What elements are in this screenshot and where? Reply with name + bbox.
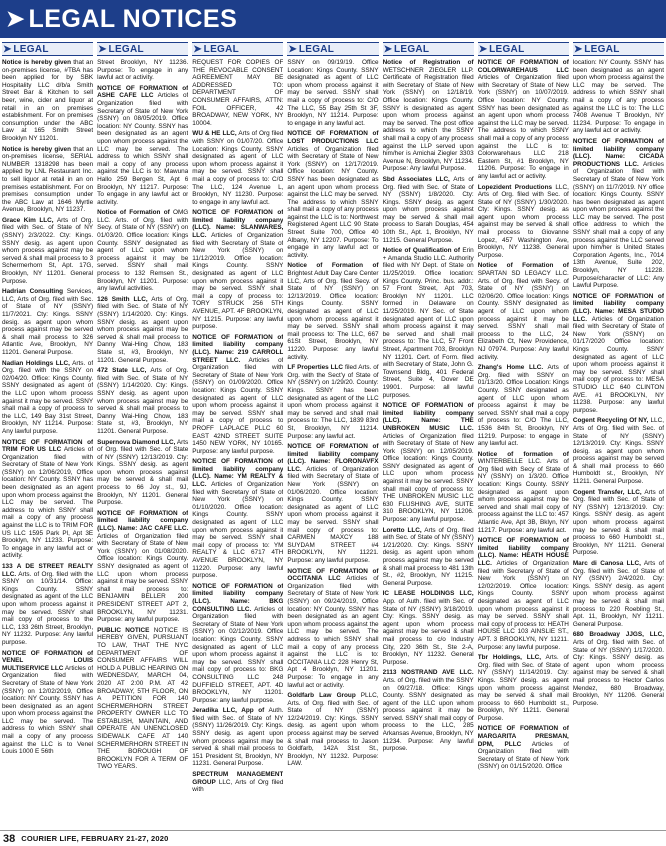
legal-notice: [287, 59, 378, 127]
legal-notice: [2, 59, 93, 143]
notice-heading: Notice of Registration of: [382, 59, 474, 66]
notice-heading: NOTICE OF FORMATION of limited liability company (LLC). Name: 219 CARROLL STREET LLC.: [192, 333, 284, 364]
legal-notice: [478, 725, 569, 771]
notice-body: Arts of Org. filed with Sec. of State of NY (SSNY) 1/8/2020. Cty: Kings. SSNY desig. as agent upon whom process against may be served & shall mail process to Sarah Douglas, 454 10th St., Apt. 1, Brooklyn, NY 11215. General Purpose.: [382, 175, 474, 244]
column-heading: [287, 42, 378, 56]
legal-notice: [97, 209, 188, 293]
notice-heading: NOTICE OF FORMATION of MARGARITA PRESMAN, DPM, PLLC: [477, 725, 569, 748]
legal-notice: [383, 59, 474, 173]
column-heading-label: LEGAL: [108, 43, 144, 55]
notice-heading: Zhang's Home LLC.: [477, 364, 544, 372]
notice-heading: Sbd Associates LLC,: [382, 175, 450, 183]
notice-body: Articles of Organization filed with Secretary of State of New York (SSNY) on 02/12/2019. Office location: Kings County. SSNY designated as agent of LLC upon whom process against it may be served. SSNY shall mail copy of process to: BKG CONSULTING LLC 248 DUFFIELD STREET, APT. 4D BROOKLYN, NY 11201. Purpose: any lawful purpose.: [192, 605, 284, 704]
notice-body: Articles of Organization filed with Secretary of State of New York (SSNY) on 01/15/2020. Office: [477, 740, 569, 771]
notice-body: Erin + Amanda Studio LLC. Authority filed with NY Dept. of State on 11/25/2019. Office location: Kings County. Princ. bus. addr.: 57 Front Street, Apt 703, Brooklyn NY 11201. LLC formed in Delaware on 11/25/2019. NY Sec. of State designated agent of LLC upon whom process against it may be served and shall mail process to: The LLC, 57 Front Street, Apartment 703, Brooklyn NY 11201. Cert. of Form. filed with Secretary of State, John G. Townsend Bldg, 401 Federal Street, Suite 4, Dover DE 19901. Purpose: all lawful purposes.: [382, 247, 474, 399]
notice-heading: NOTICE OF FORMATION of TRIM FOR US LLC: [2, 438, 94, 454]
legal-notice: [287, 262, 378, 361]
notice-body: SSNY on 09/19/19. Office Location: Kings County. SSNY designated as agent of LLC upon whom process against it may be served. SSNY shall mail a copy of process to: C/O The LLC, 55 Bay 25th St 3F, Brooklyn, NY 11214. Purpose: to engage in any lawful act.: [287, 59, 379, 127]
notice-heading: NOTICE OF FORMATION of limited liability company (LLC). Name: HEATH HOUSE LLC.: [477, 537, 569, 567]
column-heading: [573, 42, 664, 56]
notice-heading: NOTICE OF FORMATION of ASHE CAFE LLC: [97, 84, 189, 100]
notice-body: Arts. of Org. filed with Sec. of State of NY (SSNY) 11/14/2019. Cty: Kings. SSNY desig. as agent upon whom process against may be served & shall mail process to 660 Humboldt st., Brooklyn, NY 11211. General Purpose.: [477, 654, 569, 722]
notice-heading: 126 Smith LLC,: [97, 295, 148, 303]
notice-heading: NOTICE OF FORMATION of limited liability company (LLC). Name: FLORONAVFX LLC.: [287, 443, 379, 473]
legal-notice: [287, 364, 378, 440]
arrow-right-icon: ➤: [383, 43, 392, 55]
legal-notice: [287, 130, 378, 259]
legal-notice: [383, 247, 474, 399]
notice-body: LLC, Arts of Org. filed with Sec. of State of NY (SSNY) 1/30/2020. Cty: Kings. SSNY desig. as agent upon whom process against may be served & shall mail process to Giovanne Lopez, 457 Washington Ave, Brooklyn, NY 11238. General Purpose.: [477, 183, 569, 259]
arrow-right-icon: ➤: [98, 43, 107, 55]
legal-notice: [97, 439, 188, 507]
column-heading-label: LEGAL: [203, 43, 240, 55]
page-title: LEGAL NOTICES: [28, 4, 238, 33]
legal-notice: [2, 288, 93, 356]
notice-heading: Goldfarb Law Group: [287, 692, 356, 700]
notice-body: Arts of Org. filed with Sec. of State of NY (SSNY) 1/17/2020. Cty: Kings. SSNY desig. as agent upon whom process against may be served & shall mail process to Hector Carlos Mendez, 680 Broadway, Brooklyn, NY 11206. General Purpose.: [572, 638, 664, 707]
notice-heading: NOTICE OF FORMATION of OCCITANIA LLC: [287, 567, 379, 583]
notice-heading: Cogent Transfer, LLC,: [572, 488, 642, 496]
publication-info: COURIER LIFE, FEBRUARY 21-27, 2020: [21, 834, 169, 843]
legal-notice: [478, 364, 569, 448]
notice-body: Street Brooklyn, NY 11236. Purpose: To engage in any lawful act or activity.: [97, 59, 189, 82]
legal-notice: [573, 293, 664, 415]
column-heading-label: LEGAL: [298, 43, 335, 55]
notice-body: location: NY County. SSNY has been designated as an agent upon whom process against the LLC may be served. The address to which SSNY shall mail a copy of any process against the LLC is to: The LLC 7408 Avenue T Brooklyn, NY 11234. Purpose: To engage in any lawful act or activity.: [572, 59, 664, 135]
notice-heading: Jeradika LLC, App of: [192, 707, 265, 715]
legal-notice: [192, 334, 283, 456]
notice-body: Articles of Organization filed with Secretary of State of New York (SSNY) on 01/10/2020. Office location: Kings County. SSNY designated as agent of LLC upon whom process against it may be served. SSNY shall mail copy of process to: YM REALTY & LLC 6717 4TH AVENUE BROOKLYN, NY 11220. Purpose: any lawful purpose.: [192, 481, 284, 580]
notice-body: Articles of Organization filed with Secretary of State of New York (SSNY) on 12/06/2019, Office location: NY County. SSNY has been designated as an agent upon whom process against the LLC may be served. The address to which SSNY shall mail a copy of any process against the LLC is to TRIM FOR US LLC 1595 Park Pl, Apt 3E Brooklyn, NY 11233. Purpose: To engage in any lawful act or activity.: [2, 446, 94, 560]
arrow-right-icon: ➤: [573, 43, 583, 55]
legal-notice: [573, 631, 664, 707]
notice-heading: NOTICE OF FORMATION of limited liability company (LLC). Name: JAC CAFE LLC.: [97, 509, 189, 533]
notice-heading: Loretto LLC,: [382, 526, 422, 534]
legal-notice: [383, 176, 474, 244]
notice-heading: NOTICE OF FORMATION of LOST PRODUCTIONS LLC: [287, 130, 379, 145]
arrow-right-icon: ➤: [6, 6, 25, 31]
notice-heading: SPECTRUM MANAGEMENT GROUP: [192, 771, 284, 786]
notice-body: Articles of Organization filed with Secretary of State of New York (SSNY) on 09/24/2019, Office location: NY County. SSNY has been designated as an agent upon whom process against the LLC may be served. The address to which SSNY shall mail a copy of any process against the LLC is to: OCCITANIA LLC 228 Henry St, Apt 4 Brooklyn, NY 11201. Purpose: To engage in any lawful act or activity.: [287, 575, 379, 689]
notice-body: Articles of Organization filed with Secretary of State of New York (SSNY) on 12/17/2019. Office location: NY County. SSNY has been designated as an agent upon whom process against the LLC may be served. The address to which SSNY shall mail a copy of any process against the LLC is to: Northwest Registered Agent LLC 90 State Street Suite 700, Office 40 Albany, NY 12207. Purpose: To engage in any lawful act or activity.: [287, 145, 379, 259]
column-heading-label: LEGAL: [584, 43, 620, 55]
notice-heading: Tbr Holdings, LLC,: [477, 654, 542, 662]
notice-column: [478, 42, 569, 825]
legal-notice: [573, 138, 664, 290]
legal-notice: [383, 402, 474, 524]
legal-notice: [2, 650, 93, 756]
legal-notice: [573, 560, 664, 628]
notice-body: Articles of Organization filed with Secretary of State of New York (SSNY) on 11/12/2019. Office location: Kings County. SSNY designated as agent of LLC upon whom process against it may be served. SSNY shall mail a copy of process to: TORY STRUCK 256 5TH AVENUE, APT. 4F BROOKLYN, NY 11215. Purpose: any lawful purpose.: [192, 232, 284, 331]
arrow-right-icon: ➤: [478, 43, 488, 55]
legal-notice: [478, 654, 569, 722]
notice-column: [192, 42, 283, 825]
notice-body: LLC, Arts of Org. filed with Sec. of State of NY (SSNY) 12/13/2019. Cty: Kings. SSNY desig. as agent upon whom process against may be served & shall mail process to 660 Humboldt st., Brooklyn, NY 11211. General Purpose.: [572, 417, 664, 486]
notice-body: Arts. of Org. filed with the SSNY on 10/31/14. Office: Kings County. SSNY designated as agent of the LLC upon whom process against it may be served. SSNY shall mail copy of process to the LLC, 133 26th Street, Brooklyn, NY 11232. Purpose: Any lawful purpose.: [2, 570, 94, 646]
notice-heading: Notice is hereby given: [2, 145, 72, 153]
notice-heading: Cogent Recycling Of NY,: [572, 417, 649, 425]
notice-heading: NOTICE OF FORMATION of limited liability company (LLC). Name: BKG CONSULTING LLC.: [192, 582, 284, 613]
notice-heading: Notice of Formation of: [97, 209, 170, 217]
notice-heading: Notice of Formation of: [287, 262, 379, 270]
notice-column: [287, 42, 378, 825]
legal-notice: [192, 130, 283, 206]
notice-body: NOTICE IS HEREBY GIVEN, PURSUANT TO LAW, THAT THE NYC DEPARTMENT OF CONSUMER AFFAIRS WILL HOLD A PUBLIC HEARING ON WEDNESDAY, MARCH 04, 2020 AT 2:00 P.M. AT 42 BROADWAY, 5TH FLOOR, ON A PETITION FOR 140 SCHERMERHORN STREET PROPERTY OWNER LLC TO ESTABLISH, MAINTAIN, AND OPERATE AN UNENCLOSED SIDEWALK CAFE AT 140 SCHERMERHORN STREET IN THE BOROUGH OF BROOKLYN FOR A TERM OF TWO YEARS.: [97, 626, 189, 771]
notice-heading: NOTICE OF FORMATION of limited liability company (LLC). Name: THE UNBROKEN MUSIC LLC.: [382, 402, 474, 432]
page-banner: [0, 0, 666, 38]
legal-notice: [573, 489, 664, 557]
notice-body: Arts of Org. filed with Sec. of State of NY (SSNY) 1/21/2020. Cty: Kings. SSNY desig. as agent upon whom process against may be served & shall mail process to 481 13th St., #2, Brooklyn, NY 11215. General Purpose.: [382, 526, 474, 587]
notice-body: Articles of Organization filed with Secretary of State of New York (SSNY) on 01/06/2020. Office location: Kings County. SSNY designated as agent of LLC upon whom process against it may be served. SSNY shall mail copy of process to: CARMEN MAXCY 188 SUYDAM STREET #4 BROOKLYN, NY 11221. Purpose: any lawful purpose.: [287, 465, 379, 564]
notice-body: WINTERBELLE LLC. Arts of Org filed with Secy of State of NY (SSNY) on 1/3/20. Office location: Kings County. SSNY designated as agent upon whom process against may be served and shall mail copy of process against the LLC to: 457 Atlantic Ave, Apt 3B, Bklyn, NY 11217. Purpose: any lawful act.: [477, 458, 569, 534]
notice-heading: NOTICE OF FORMATION of limited liability company (LLC). Name: MESA STUDIO LLC.: [572, 292, 664, 323]
notice-body: that an on-premises license, SERIAL NUMBER 1318298 has been applied by LNL Restaurant Inc. to sell liquor at retail in an on premises establishment. For on premises consumption under the ABC Law at 1646 Myrtle Avenue, Brooklyn, NY 11237.: [2, 145, 94, 214]
legal-notice: [2, 146, 93, 214]
notice-body: Arts of Org. filed with Sec. of State of NY (SSNY) 12/13/2019. Cty: Kings. SSNY desig. as agent upon whom process against may be served & shall mail process to 660 Humboldt st., Brooklyn, NY 11211. General Purpose.: [572, 488, 664, 557]
legal-notice: [383, 669, 474, 753]
notice-body: Articles of Organization filed with Secretary of State of New York (SSNY) on 12/02/2019. Office location: Kings County. SSNY designated as agent of LLC upon whom process against it may be served. SSNY shall mail copy of process to: HEATH HOUSE LLC 103 AINSLIE ST., APT. 3 BROOKLYN, NY 11211. Purpose: any lawful purpose.: [477, 560, 569, 651]
notice-heading: Hadrian Consulting: [2, 288, 64, 296]
legal-notice: [573, 59, 664, 135]
legal-notice: [97, 627, 188, 771]
legal-notice: [478, 262, 569, 361]
notice-heading: 2113 NOSTRAND AVE LLC.: [382, 669, 474, 677]
notice-body: App. of Auth. filed with Sec. of State of NY (SSNY) 3/18/2019. Cty: Kings. SSNY desig. as agent upon whom process against may be served & shall mail process to c/o Industry City, 220 36th St., Ste 2-A, Brooklyn, NY 11232. General Purpose.: [382, 597, 474, 666]
notice-heading: Notice is hereby given: [2, 59, 72, 66]
notice-heading: NOTICE OF FORMATION of COLORWAREHAUS LLC: [477, 59, 569, 74]
notice-body: PLLC, Arts. of Org. filed with Sec. of State of NY (SSNY) 12/24/2019. Cty: Kings. SSNY desig. as agent upon whom process against may be served & shall mail process to Jason Goldfarb, 142A 31st St., Brooklyn, NY 11232. Purpose: LAW.: [287, 692, 379, 768]
notice-heading: NOTICE OF FORMATION of VENEL LOUIS MULTISERVICE LLC: [2, 649, 94, 672]
notice-body: Articles of Organization filed with Secretary of State of New York (SSNY) on 10/07/2019. Office location: NY County. SSNY has been designated as an agent upon whom process against the LLC may be served. The address to which SSNY shall mail a copy of any process against the LLC is to: Colorwarehaus LLC 218 Eastern St, #1 Brooklyn, NY 11206. Purpose: To engage in any lawful act or activity.: [477, 74, 569, 180]
notice-body: that an on-premises license, #TBA has been applied for by SBK Hospitality LLC d/b/a Smith Street Bar & Kitchen to sell beer, wine, cider and liquor at retail in an on premises establishment. For on premises consumption under the ABC Law at 165 Smith Street Brooklyn NY 11201.: [2, 59, 94, 142]
notice-heading: NOTICE OF FORMATION of limited liability company (LLC). Name: CICADA PRODUCTIONS LLC.: [572, 137, 664, 168]
legal-notice: [478, 59, 569, 181]
notice-body: OMG LLC. Arts. of Org. filed with Secy. of State of NY (SSNY) on 01/03/20. Office location: Kings County. SSNY designated as agent of LLC upon whom process against it may be served. SSNY shall mail process to 132 Remsen St., Brooklyn, NY 11201. Purpose: any lawful activities.: [97, 209, 189, 293]
notice-heading: IC LEASE HOLDINGS LLC,: [382, 590, 474, 598]
legal-notice: [573, 417, 664, 485]
column-heading: [192, 42, 283, 56]
notice-body: Auth. filed with Sec. of State of NY (SSNY) 11/26/2019. Cty: Kings. SSNY desig. as agent upon whom process against may be served & shall mail process to 151 President St, Brooklyn, NY 11231. General Purpose.: [192, 707, 284, 768]
arrow-right-icon: ➤: [3, 43, 12, 55]
notice-body: Articles of Organization filed with Secretary of State of New York (SSNY) on 01/08/2020. Office location: Kings County. SSNY designated as agent of LLC upon whom process against it may be served. SSNY shall mail process to: BENJAMIN BELLER 200 PRESIDENT STREET APT 2, BROOKLYN, NY 11231. Purpose: any lawful purpose.: [97, 532, 189, 624]
legal-notice: [192, 771, 283, 794]
legal-notice: [97, 510, 188, 624]
notice-heading: 680 Broadway JJGS, LLC,: [572, 631, 664, 639]
notice-heading: NOTICE OF FORMATION of limited liability company (LLC). Name: YM REALTY & LLC.: [192, 458, 284, 489]
notice-body: LLC, Arts of Org filed with: [192, 778, 284, 794]
notice-body: Articles of Organization filed with Secretary of State of New York (SSNY) on 01/17/2020 Office location: Kings County. SSNY designated as agent of LLC upon whom process against it may be served. SSNY shall mail copy of process to: MESA STUDIO LLC 640 CLINTON AVE. #1 BROOKLYN, NY 11238. Purpose: any lawful purpose.: [572, 315, 664, 414]
column-heading: [2, 42, 93, 56]
notice-body: Arts of Org. filed with Sec. of State of NY (SSNY) 1/14/2020. Cty: Kings. SSNY desig. as agent upon whom process against may be served & shall mail process to Danny Wai-Hing Chow, 183 State st, #3, Brooklyn, NY 11201. General Purpose.: [97, 367, 189, 435]
notice-heading: Nadian Holdings LLC,: [2, 359, 70, 367]
column-heading: [478, 42, 569, 56]
notice-body: Arts of Org. filed with Sec. of State of NY (SSNY) 1/14/2020. Cty: Kings. SSNY desig. as agent upon whom process against may be served & shall mail process to Danny Wai-Hing Chow, 183 State st, #3, Brooklyn, NY 11201. General Purpose.: [97, 295, 189, 364]
legal-notice: [192, 707, 283, 768]
notice-column: [573, 42, 664, 825]
legal-notice: [478, 451, 569, 535]
notice-body: Arts. of Org. filed with the SSNY on 02/04/20. Office: Kings County. SSNY designated as agent of the LLC upon whom process against it may be served. SSNY shall mail a copy of process to the LLC, 149 Bay 31st Street, Brooklyn, NY 11214. Purpose: Any lawful purpose.: [2, 359, 94, 435]
notice-heading: 133 A DE STREET REALTY LLC.: [2, 563, 94, 578]
legal-notice: [2, 360, 93, 436]
notice-body: Articles of Organization filed with Secretary of State of New York (SSNY) on 01/09/2020. Office location: Kings County. SSNY designated as agent of LLC upon whom process against it may be served. SSNY shall mail a copy of process to PROFF LAPLACE PLLC 60 EAST 42ND STREET SUITE 1450 NEW YORK, NY 10165. Purpose: any lawful purpose.: [192, 356, 284, 455]
notice-heading: NOTICE OF FORMATION of limited liability company (LLC). Name: SLANWARES, LLC.: [192, 209, 284, 240]
notice-body: WETSCHNER ZIEGLER LLP. Certificate of Registration filed with Secretary of State of New York (SSNY) on 12/18/19. Office location: Kings County. SSNY is designated as agent upon whom process against may be served. The post office address to which the SSNY shall mail a copy of any process against the LLP served upon him/her is Amichai Ziegler 3303 Avenue N, Brooklyn, NY 11234. Purpose: Any lawful Purpose.: [382, 66, 474, 173]
legal-notice: [287, 692, 378, 768]
page-footer: [0, 830, 666, 846]
column-heading: [97, 42, 188, 56]
notice-body: Articles of Organization filed with Secretary of State of New York (SSNY) on 11/7/2019. NY office location: Kings County. SSNY has been designated as agent upon whom process against the LLC may be served. The post office address to which the SSNY shall mail a copy of any process against the LLC served upon him/her is United States Corporation Agents, Inc., 7014 13th Avenue, Suite 202, Brooklyn, NY 11228. Purpose/character of LLC: Any Lawful Purpose.: [572, 160, 664, 290]
notice-body: filed Arts. of Org. with the Sect'y of State of NY (SSNY) on 1/29/20. County: Kings. SSNY has been designated as agent of the LLC upon whom process against it may be served and shall mail process to: The LLC, 1839 83rd St, Brooklyn, NY 11214. Purpose: any lawful act.: [287, 364, 379, 440]
legal-notice: [192, 583, 283, 705]
notice-body: Arts of Org. filed with Sec. of State of NY (SSNY) 12/13/2019. Cty: Kings. SSNY desig. as agent upon whom process against may be served & shall mail process to 66 Joy st., 9J, Brooklyn, NY 11201. General Purpose.: [97, 438, 189, 507]
notice-heading: Notice of formation of: [477, 450, 569, 458]
notice-heading: Lopezident Productions: [477, 183, 553, 191]
notice-column: [383, 42, 474, 825]
legal-notice: [383, 527, 474, 588]
legal-notice: [97, 367, 188, 435]
column-heading-label: LEGAL: [13, 43, 49, 55]
notice-body: Arts. of Org. filed with the SSNY on 09/27/18. Office: Kings County. SSNY designated as agent of the LLC upon whom process against it may be served. SSNY shall mail copy of process to the LLC, 285 Arkansas Avenue, Brooklyn, NY 11234. Purpose: Any lawful purpose.: [382, 676, 474, 753]
notice-heading: PUBLIC NOTICE: [97, 626, 150, 634]
page-number: 38: [3, 832, 16, 845]
column-heading-label: LEGAL: [489, 43, 525, 55]
notice-heading: LF Properties LLC: [287, 364, 344, 372]
legal-notice: [2, 217, 93, 285]
legal-notice: [97, 296, 188, 364]
notice-heading: WU & HE LLC,: [192, 130, 237, 138]
legal-notice: [287, 443, 378, 565]
notice-body: Services, LLC, Arts of Org. filed with Sec. of State of NY (SSNY) 11/7/2021. Cty: Kings. SSNY desig. as agent upon whom process against may be served & shall mail process to 326 Atlantic Ave, Brooklyn, NY 11201. General Purpose.: [2, 288, 94, 356]
legal-notice: [287, 568, 378, 690]
legal-notice: [97, 85, 188, 207]
legal-notice: [192, 209, 283, 331]
notices-columns: [2, 42, 664, 825]
notice-column: [97, 42, 188, 825]
legal-notice: [97, 59, 188, 82]
notice-heading: 472 State LLC,: [97, 367, 147, 375]
notice-heading: Notice of Formation of: [477, 262, 569, 270]
legal-notice: [478, 537, 569, 651]
notice-body: Articles of Organization filed with Secretary of State of New York (SSNY) on 12/02/2019, Office location: NY County. SSNY has been designated as an agent upon whom process against the LLC may be served. The address to which SSNY shall mail a copy of any process against the LLC is to Venel Louis 1000 E 56th: [2, 664, 94, 756]
legal-notice: [192, 458, 283, 580]
legal-notice: [192, 59, 283, 127]
column-heading: [383, 42, 474, 56]
notice-body: Arts of Org. filed with Sec. of State of NY (SSNY) 2/4/2020. Cty: Kings. SSNY desig. as agent upon whom process against may be served & shall mail process to 220 Roebling St., Apt. 11, Brooklyn, NY 11211. General Purpose.: [572, 560, 664, 628]
notice-body: Articles of Organization filed with Secretary of State of New York (SSNY) on 08/05/2019. Office location: NY County. SSNY has been designated as an agent upon whom process against the LLC may be served. The address to which SSNY shall mail a copy of any process against the LLC is to: Mawuna Hallo 259 Bergen St, Apt 6 Brooklyn, NY 11217. Purpose: To engage in any lawful act or activity.: [97, 92, 189, 206]
notice-heading: Marc di Canosa LLC,: [572, 560, 641, 567]
notice-heading: Supernova Diamond LLC,: [97, 438, 176, 446]
column-heading-label: LEGAL: [393, 43, 430, 55]
notice-body: Arts of Org. filed with SSNY on 01/13/20. Office Location: Kings County. SSNY designated as agent of LLC upon whom process against it may be served. SSNY shall mail a copy of process to: C/O The LLC, 1536 84th St, Brooklyn, NY 11219. Purpose: to engage in any lawful act.: [477, 364, 569, 448]
legal-notice: [383, 590, 474, 666]
notice-body: REQUEST FOR COPIES OF THE REVOCABLE CONSENT AGREEMENT MAY BE ADDRESSED TO: DEPARTMENT OF CONSUMER AFFAIRS, ATTN: FOIL OFFICER, 42 BROADWAY, NEW YORK, NY 10004.: [192, 59, 284, 127]
notice-body: Arts of Org filed with SSNY on 01/07/20. Office Location: Kings County. SSNY designated as agent of LLC upon whom process against it may be served. SSNY shall mail a copy of process to: C/O The LLC, 124 Avenue L, Brooklyn, NY 11230. Purpose: to engage in any lawful act.: [192, 130, 284, 206]
notice-body: Brightest Adult Day Care Center LLC, Arts of Org. filed Secy. of State of NY (SSNY) on 12/13/2019. Office location: Kings County. SSNY designated as agent of LLC upon whom process against it may be served. SSNY shall mail process to: The LLC, 667 61St Street, Brooklyn, NY 11220. Purpose: any lawful activity.: [287, 270, 379, 361]
notice-body: Arts of Org. filed with Sec. of State of NY (SSNY) 2/3/2022. Cty: Kings. SSNY desig. as agent upon whom process against may be served & shall mail process to 3 Schermerhorn St, Apt. 17G, Brooklyn, NY 11201. General Purpose.: [2, 216, 94, 285]
notice-column: [2, 42, 93, 825]
notice-body: SPARTAN SD LEGACY LLC. Arts. of Org. filed with Secy. of State of NY (SSNY) on 02/06/20. Office location: Kings County. SSNY designated as agent of LLC upon whom process against it may be served. SSNY shall mail process to the LLC, 24 Elizabeth Ct, New Providence, NJ 07974. Purpose: Any lawful activity.: [477, 270, 569, 361]
notice-body: Articles of Organization filed with Secretary of State of New York (SSNY) on 12/05/2019. Office location: Kings County. SSNY designated as agent of LLC upon whom process against it may be served. SSNY shall mail copy of process to: THE UNBROKEN MUSIC LLC 630 FLUSHING AVE, SUITE 310 BROOKLYN, NY 11206. Purpose: any lawful purpose.: [382, 432, 474, 524]
notice-heading: Notice of Qualification of: [382, 247, 460, 255]
arrow-right-icon: ➤: [288, 43, 297, 55]
legal-notice: [2, 563, 93, 647]
legal-notice: [2, 439, 93, 561]
legal-notice: [478, 184, 569, 260]
notice-heading: Grace Kim LLC,: [2, 216, 54, 224]
arrow-right-icon: ➤: [193, 43, 202, 55]
